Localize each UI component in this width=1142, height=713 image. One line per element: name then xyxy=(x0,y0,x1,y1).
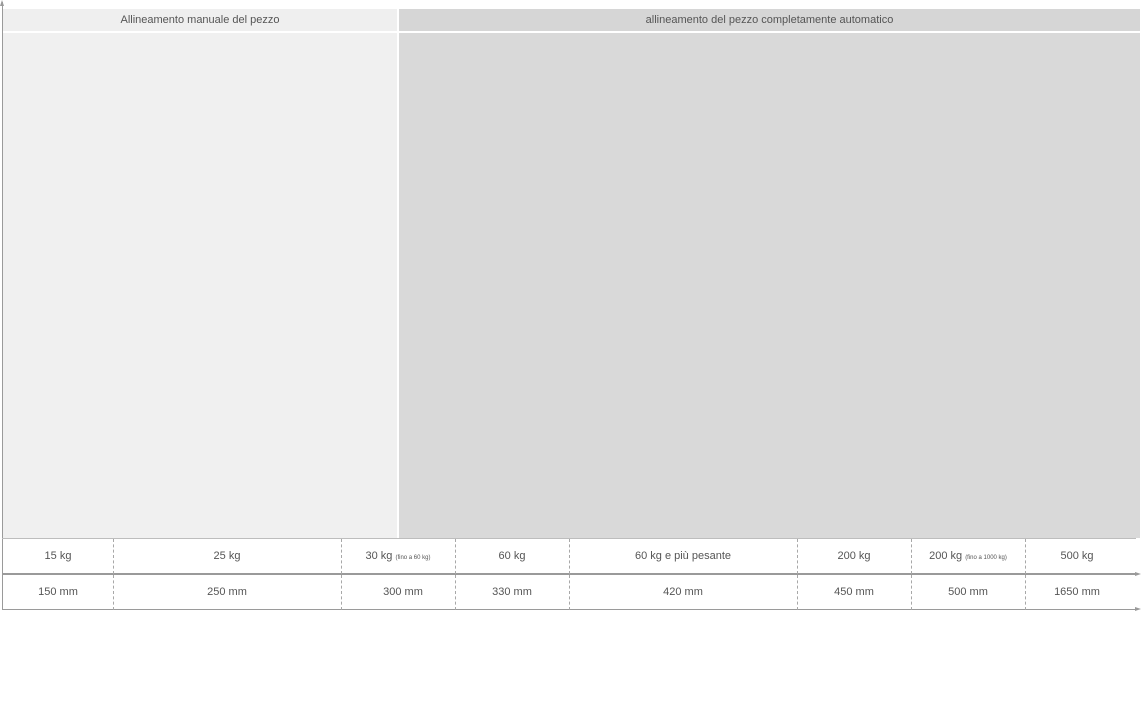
automatic-alignment-header: allineamento del pezzo completamente automatico xyxy=(399,9,1140,33)
panel-divider xyxy=(397,9,399,538)
size-cell: 150 mm xyxy=(38,586,78,598)
weight-cell: 60 kg e più pesante xyxy=(634,550,732,562)
size-cell: 450 mm xyxy=(834,586,874,598)
manual-alignment-header: Allineamento manuale del pezzo xyxy=(3,9,397,33)
size-cell: 300 mm xyxy=(383,586,423,598)
weight-cell: 60 kg xyxy=(498,550,526,562)
weight-cell: 25 kg xyxy=(213,550,241,562)
weight-cell: 30 kg (fino a 60 kg) xyxy=(365,550,431,562)
vertical-axis-arrow-icon xyxy=(0,0,4,6)
size-cell: 250 mm xyxy=(207,586,247,598)
weight-cell: 15 kg xyxy=(44,550,72,562)
weight-cell: 200 kg (fino a 1000 kg) xyxy=(929,550,1007,562)
size-row xyxy=(3,575,1140,610)
manual-alignment-panel xyxy=(3,9,397,538)
size-cell: 500 mm xyxy=(948,586,988,598)
size-cell: 1650 mm xyxy=(1054,586,1100,598)
automatic-alignment-panel xyxy=(399,9,1140,538)
weight-row xyxy=(3,539,1140,574)
weight-cell: 200 kg xyxy=(837,550,871,562)
size-cell: 330 mm xyxy=(492,586,532,598)
size-cell: 420 mm xyxy=(663,586,703,598)
weight-cell: 500 kg xyxy=(1060,550,1094,562)
